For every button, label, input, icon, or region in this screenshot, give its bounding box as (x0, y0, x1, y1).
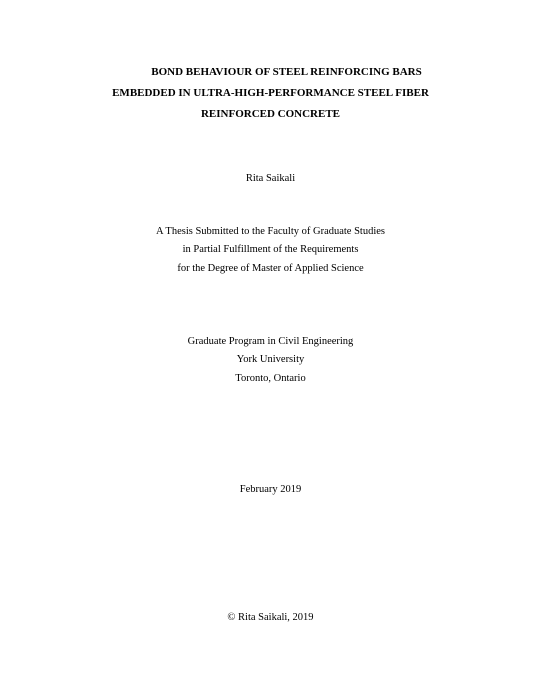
location: Toronto, Ontario (235, 373, 306, 384)
submission-line-3: for the Degree of Master of Applied Science (177, 263, 364, 274)
author-name: Rita Saikali (245, 173, 296, 184)
university-name: York University (236, 354, 305, 365)
thesis-title-line-1: BOND BEHAVIOUR OF STEEL REINFORCING BARS (151, 66, 422, 78)
thesis-title-line-3: REINFORCED CONCRETE (200, 108, 341, 120)
submission-line-2: in Partial Fulfillment of the Requirements (182, 244, 359, 255)
copyright-notice: © Rita Saikali, 2019 (227, 612, 314, 623)
thesis-title-line-2: EMBEDDED IN ULTRA-HIGH-PERFORMANCE STEEL FIBER (112, 87, 429, 99)
submission-date: February 2019 (239, 484, 302, 495)
program-name: Graduate Program in Civil Engineering (187, 336, 354, 347)
submission-line-1: A Thesis Submitted to the Faculty of Graduate Studies (155, 226, 386, 237)
